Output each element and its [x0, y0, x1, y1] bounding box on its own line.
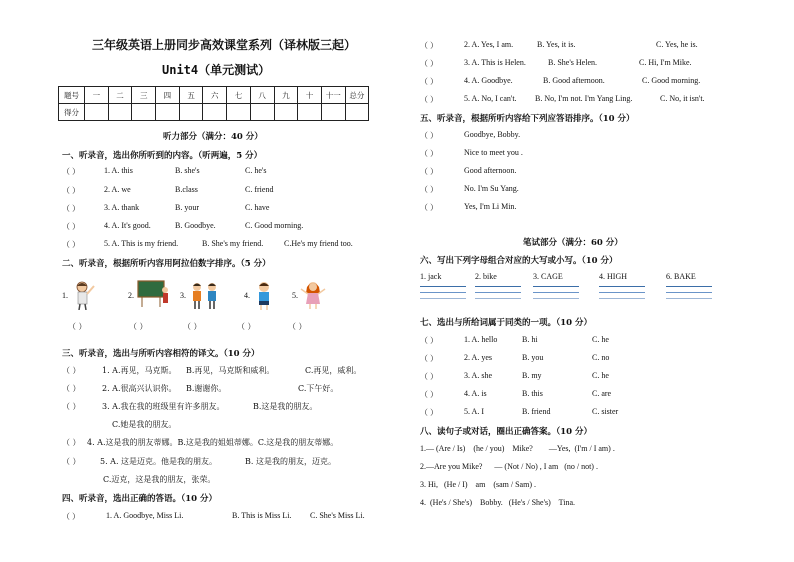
answer-paren[interactable]: （ ）: [62, 204, 80, 213]
option-b: B. No, I'm not. I'm Yang Ling.: [535, 94, 633, 103]
s4-item-2: [420, 40, 698, 51]
section-8-title: 八、读句子或对话，圈出正确答案。（10 分）: [420, 427, 593, 437]
score-cell: 七: [227, 87, 251, 104]
score-cell: 题号: [59, 87, 85, 104]
option-b: B. She's my friend.: [202, 239, 264, 248]
option-c: C. She's Miss Li.: [310, 511, 365, 520]
answer-paren[interactable]: （ ）: [420, 390, 438, 399]
s7-item-3: [420, 371, 609, 382]
boy-standing-picture: [250, 280, 284, 310]
s7-item-2: [420, 353, 610, 364]
option-a: 3. A. she: [464, 371, 492, 380]
option-a: 3. A. thank: [104, 203, 140, 212]
score-cell: 六: [203, 87, 227, 104]
option-b: B.再见，马克斯和威利。: [186, 366, 275, 375]
option-b: B. Good afternoon.: [543, 76, 605, 85]
handwriting-lines[interactable]: [475, 286, 521, 304]
letter-word: 3. CAGE: [533, 272, 563, 281]
answer-paren[interactable]: （ ）: [420, 372, 438, 381]
option-b: B.class: [175, 185, 198, 194]
section-6-title: 六、写出下列字母组合对应的大写或小写。（10 分）: [420, 256, 618, 266]
option-a: 5. A. 这是迈克。他是我的朋友。: [100, 457, 218, 466]
s8-item-3[interactable]: 3. Hi, (He / I) am (sam / Sam) .: [420, 480, 536, 489]
answer-paren[interactable]: （ ）: [62, 402, 81, 411]
option-a: 2. A. yes: [464, 353, 492, 362]
answer-paren[interactable]: （ ）: [237, 322, 256, 331]
score-table-header-row: [59, 87, 369, 104]
picture-label: 5.: [292, 291, 298, 300]
score-input-cell[interactable]: [203, 104, 227, 121]
option-b: B. you: [522, 353, 544, 362]
score-cell: 一: [85, 87, 109, 104]
answer-paren[interactable]: （ ）: [420, 59, 438, 68]
option-c: C. are: [592, 389, 612, 398]
s5-item: [420, 130, 521, 141]
option-c: C.下午好。: [298, 384, 339, 393]
s4-item-4: [420, 76, 701, 87]
option-b: B. She's Helen.: [548, 58, 597, 67]
option-c: C. No, it isn't.: [660, 94, 705, 103]
score-input-cell[interactable]: [108, 104, 132, 121]
s3-item-3-option-c: C.她是我的朋友。: [112, 420, 177, 429]
picture-label: 2.: [128, 291, 134, 300]
answer-paren[interactable]: （ ）: [68, 322, 87, 331]
option-b: B. Yes, it is.: [537, 40, 576, 49]
option-a: 1. A. Goodbye, Miss Li.: [106, 511, 184, 520]
letter-word: 4. HIGH: [599, 272, 627, 281]
answer-paren[interactable]: （ ）: [420, 149, 438, 158]
section-7-title: 七、选出与所给词属于同类的一项。（10 分）: [420, 318, 593, 328]
answer-paren[interactable]: （ ）: [420, 203, 438, 212]
option-a: 1. A. hello: [464, 335, 498, 344]
answer-paren[interactable]: （ ）: [420, 167, 438, 176]
option-a: 4. A. Goodbye.: [464, 76, 513, 85]
s1-item-2: [62, 185, 274, 196]
answer-paren[interactable]: （ ）: [420, 354, 438, 363]
answer-paren[interactable]: （ ）: [288, 322, 307, 331]
score-cell: 九: [274, 87, 298, 104]
option-a: 2. A. Yes, I am.: [464, 40, 514, 49]
s3-item-1: [62, 365, 362, 376]
s7-item-5: [420, 407, 619, 418]
option-a: 1. A. this: [104, 166, 133, 175]
girl-cheering-picture: [298, 279, 332, 309]
option-c: C. friend: [245, 185, 274, 194]
writing-heading: 笔试部分（满分：60 分）: [523, 238, 623, 248]
score-input-cell[interactable]: [345, 104, 369, 121]
response-text: Good afternoon.: [464, 166, 517, 175]
option-b: B. This is Miss Li.: [232, 511, 292, 520]
s1-item-3: [62, 203, 270, 214]
option-c: C. Hi, I'm Mike.: [639, 58, 692, 67]
option-b: B. hi: [522, 335, 538, 344]
s7-item-4: [420, 389, 612, 400]
score-cell: 得分: [59, 104, 85, 121]
answer-paren[interactable]: （ ）: [420, 41, 438, 50]
response-text: No. I'm Su Yang.: [464, 184, 519, 193]
response-text: Yes, I'm Li Min.: [464, 202, 517, 211]
score-cell: 三: [132, 87, 156, 104]
score-cell: 总分: [345, 87, 369, 104]
handwriting-lines[interactable]: [420, 286, 466, 304]
answer-paren[interactable]: （ ）: [62, 240, 80, 249]
score-input-cell[interactable]: [85, 104, 109, 121]
handwriting-lines[interactable]: [599, 286, 645, 304]
s3-item-5-option-c: C.迈克，这是我的朋友，张荣。: [103, 475, 216, 484]
option-b: B. my: [522, 371, 542, 380]
option-b: B. friend: [522, 407, 551, 416]
option-c: C.He's my friend too.: [284, 239, 353, 248]
option-a: 5. A. No, I can't.: [464, 94, 517, 103]
score-input-cell[interactable]: [179, 104, 203, 121]
score-input-cell[interactable]: [132, 104, 156, 121]
score-cell: 十: [298, 87, 322, 104]
score-cell: 二: [108, 87, 132, 104]
s5-item: [420, 184, 519, 195]
option-b: B. she's: [175, 166, 200, 175]
answer-paren[interactable]: （ ）: [183, 322, 202, 331]
option-a: 2. A. we: [104, 185, 131, 194]
answer-paren[interactable]: （ ）: [62, 512, 80, 521]
teacher-blackboard-picture: [136, 278, 170, 308]
option-b: B. your: [175, 203, 199, 212]
option-c: C. he: [592, 371, 609, 380]
answer-paren[interactable]: （ ）: [420, 408, 438, 417]
option-b: B. Goodbye.: [175, 221, 216, 230]
option-b: B. 这是我的朋友，迈克。: [245, 457, 336, 466]
option-b: B.谢谢你。: [186, 384, 227, 393]
option-a: 3. A.我在我的班级里有许多朋友。: [102, 402, 225, 411]
s4-item-5: [420, 94, 705, 105]
option-a: 3. A. This is Helen.: [464, 58, 526, 67]
option-c: C. Good morning.: [245, 221, 304, 230]
picture-label: 4.: [244, 291, 250, 300]
section-2-title: 二、听录音，根据所听内容用阿拉伯数字排序。（5 分）: [62, 259, 271, 269]
option-a: 5. A. I: [464, 407, 484, 416]
score-cell: 五: [179, 87, 203, 104]
s3-item-4: [62, 437, 339, 448]
option-b: B. this: [522, 389, 543, 398]
girl-waving-picture: [70, 280, 104, 310]
section-4-title: 四、听录音，选出正确的答语。（10 分）: [62, 494, 218, 504]
picture-label: 3.: [180, 291, 186, 300]
answer-paren[interactable]: （ ）: [62, 384, 81, 393]
option-c: C. Yes, he is.: [656, 40, 698, 49]
answer-paren[interactable]: （ ）: [62, 167, 80, 176]
letter-word: 6. BAKE: [666, 272, 696, 281]
score-input-cell[interactable]: [274, 104, 298, 121]
s3-item-3: [62, 401, 318, 412]
s5-item: [420, 166, 517, 177]
s5-item: [420, 202, 517, 213]
option-c: C. no: [592, 353, 610, 362]
answer-paren[interactable]: （ ）: [62, 186, 80, 195]
s8-item-4[interactable]: 4. (He's / She's) Bobby. (He's / She's) Tina.: [420, 498, 576, 507]
option-b: B.这是我的朋友。: [253, 402, 318, 411]
s3-item-5: [62, 456, 336, 467]
score-cell: 十一: [321, 87, 345, 104]
option-c: C. Good morning.: [642, 76, 701, 85]
answer-paren[interactable]: （ ）: [62, 222, 80, 231]
option-a: 4. A. is: [464, 389, 487, 398]
section-1-title: 一、听录音，选出你所听到的内容。（听两遍，5 分）: [62, 151, 263, 161]
options-abc: 4. A.这是我的朋友蒂娜。B.这是我的姐姐蒂娜。C.这是我的朋友蒂娜。: [87, 438, 339, 447]
handwriting-lines[interactable]: [533, 286, 579, 304]
answer-paren[interactable]: （ ）: [420, 336, 438, 345]
answer-paren[interactable]: （ ）: [62, 438, 81, 447]
letter-word: 1. jack: [420, 272, 442, 281]
score-cell: 八: [250, 87, 274, 104]
score-input-cell[interactable]: [227, 104, 251, 121]
option-c: C. have: [245, 203, 270, 212]
s4-item-1: [62, 511, 365, 522]
response-text: Nice to meet you .: [464, 148, 523, 157]
score-input-cell[interactable]: [298, 104, 322, 121]
option-a: 1. A.再见，马克斯。: [102, 366, 177, 375]
s5-item: [420, 148, 523, 159]
answer-paren[interactable]: （ ）: [420, 131, 438, 140]
answer-paren[interactable]: （ ）: [420, 95, 438, 104]
score-input-cell[interactable]: [156, 104, 180, 121]
s1-item-4: [62, 221, 304, 232]
answer-paren[interactable]: （ ）: [129, 322, 148, 331]
option-a: 2. A.很高兴认识你。: [102, 384, 177, 393]
option-c: C. he's: [245, 166, 267, 175]
s7-item-1: [420, 335, 609, 346]
option-c: C.再见，威利。: [305, 366, 362, 375]
handwriting-lines[interactable]: [666, 286, 712, 304]
s3-item-2: [62, 383, 339, 394]
section-5-title: 五、听录音，根据所听内容给下列应答语排序。（10 分）: [420, 114, 635, 124]
answer-paren[interactable]: （ ）: [420, 185, 438, 194]
score-cell: 四: [156, 87, 180, 104]
s1-item-5: [62, 239, 353, 250]
answer-paren[interactable]: （ ）: [420, 77, 438, 86]
answer-paren[interactable]: （ ）: [62, 457, 81, 466]
score-table-score-row: [59, 104, 369, 121]
score-input-cell[interactable]: [321, 104, 345, 121]
listening-heading: 听力部分（满分：40 分）: [163, 132, 263, 142]
s4-item-3: [420, 58, 692, 69]
option-c: C. sister: [592, 407, 619, 416]
children-greeting-picture: [188, 281, 222, 311]
s8-item-1[interactable]: 1.— (Are / Is) (he / you) Mike? —Yes, (I'm / I am) .: [420, 444, 615, 453]
worksheet-title: 三年级英语上册同步高效课堂系列（译林版三起）: [92, 38, 357, 52]
option-a: 5. A. This is my friend.: [104, 239, 179, 248]
response-text: Goodbye, Bobby.: [464, 130, 521, 139]
picture-label: 1.: [62, 291, 68, 300]
section-3-title: 三、听录音，选出与所听内容相符的译文。（10 分）: [62, 349, 260, 359]
option-a: 4. A. It's good.: [104, 221, 151, 230]
worksheet-subtitle: Unit4（单元测试）: [162, 63, 271, 77]
s8-item-2[interactable]: 2.—Are you Mike? — (Not / No) , I am (no / not) .: [420, 462, 598, 471]
option-c: C. he: [592, 335, 609, 344]
score-input-cell[interactable]: [250, 104, 274, 121]
s1-item-1: [62, 166, 267, 177]
score-table: [58, 86, 369, 121]
letter-word: 2. bike: [475, 272, 497, 281]
answer-paren[interactable]: （ ）: [62, 366, 81, 375]
